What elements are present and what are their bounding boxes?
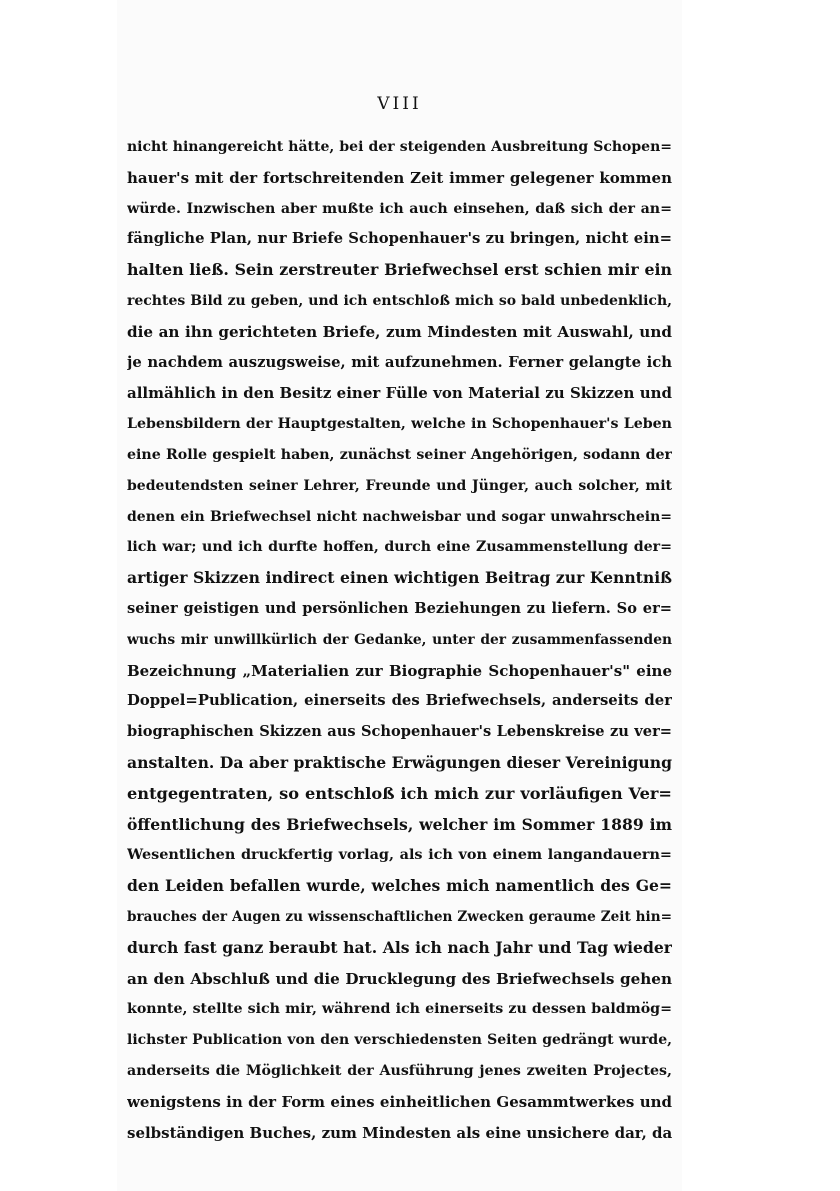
text-line: selbständigen Buches, zum Mindesten als eine unsichere dar, da [127, 1123, 672, 1142]
text-line: artiger Skizzen indirect einen wichtigen Beitrag zur Kenntniß [127, 568, 672, 588]
text-line: allmählich in den Besitz einer Fülle von Material zu Skizzen und [127, 384, 672, 403]
text-line: anstalten. Da aber praktische Erwägungen dieser Vereinigung [127, 752, 672, 772]
text-line: brauches der Augen zu wissenschaftlichen Zwecken geraume Zeit hin= [127, 908, 672, 925]
text-line: fängliche Plan, nur Briefe Schopenhauer's zu bringen, nicht ein= [127, 230, 672, 248]
text-line: konnte, stellte sich mir, während ich einerseits zu dessen baldmög= [127, 1001, 672, 1018]
text-line: durch fast ganz beraubt hat. Als ich nach Jahr und Tag wieder [127, 937, 672, 957]
text-line: entgegentraten, so entschloß ich mich zur vorläufigen Ver= [127, 783, 672, 803]
text-line: lich war; und ich durfte hoffen, durch eine Zusammenstellung der= [127, 539, 672, 556]
text-line: lichster Publication von den verschiedensten Seiten gedrängt wurde, [127, 1032, 672, 1049]
text-line: wenigstens in der Form eines einheitlichen Gesammtwerkes und [127, 1092, 672, 1111]
text-line: seiner geistigen und persönlichen Beziehungen zu liefern. So er= [127, 599, 672, 617]
text-line: anderseits die Möglichkeit der Ausführung jenes zweiten Projectes, [127, 1062, 672, 1079]
text-line: Bezeichnung „Materialien zur Biographie Schopenhauer's" eine [127, 661, 672, 680]
body-text [127, 132, 672, 1148]
text-line: halten ließ. Sein zerstreuter Briefwechsel erst schien mir ein [127, 260, 672, 280]
page-number: VIII [377, 94, 422, 114]
text-line: an den Abschluß und die Drucklegung des Briefwechsels gehen [127, 969, 672, 988]
text-line: nicht hinangereicht hätte, bei der steigenden Ausbreitung Schopen= [127, 139, 672, 155]
text-line: bedeutendsten seiner Lehrer, Freunde und Jünger, auch solcher, mit [127, 477, 672, 494]
book-page [117, 0, 682, 1191]
text-line: biographischen Skizzen aus Schopenhauer's Lebenskreise zu ver= [127, 723, 672, 741]
text-line: rechtes Bild zu geben, und ich entschloß mich so bald unbedenklich, [127, 292, 672, 309]
text-line: wuchs mir unwillkürlich der Gedanke, unter der zusammenfassenden [127, 631, 672, 648]
text-line: eine Rolle gespielt haben, zunächst seiner Angehörigen, sodann der [127, 446, 672, 463]
text-line: je nachdem auszugsweise, mit aufzunehmen. Ferner gelangte ich [127, 353, 672, 371]
text-line: öffentlichung des Briefwechsels, welcher im Sommer 1889 im [127, 814, 672, 834]
text-line: denen ein Briefwechsel nicht nachweisbar und sogar unwahrschein= [127, 508, 672, 525]
text-line: würde. Inzwischen aber mußte ich auch einsehen, daß sich der an= [127, 200, 672, 217]
text-line: hauer's mit der fortschreitenden Zeit immer gelegener kommen [127, 168, 672, 187]
text-line: die an ihn gerichteten Briefe, zum Mindesten mit Auswahl, und [127, 322, 672, 341]
text-line: Lebensbildern der Hauptgestalten, welche in Schopenhauer's Leben [127, 416, 672, 433]
text-line: Wesentlichen druckfertig vorlag, als ich von einem langandauern= [127, 846, 672, 864]
text-line: Doppel=Publication, einerseits des Briefwechsels, anderseits der [127, 692, 672, 710]
text-line: den Leiden befallen wurde, welches mich namentlich des Ge= [127, 876, 672, 896]
